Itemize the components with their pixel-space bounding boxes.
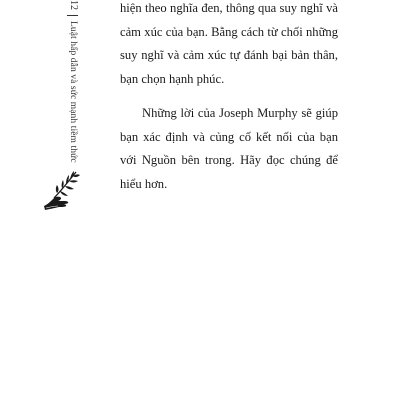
text-line: hiểu hơn. <box>120 176 168 191</box>
text-line: bạn chọn hạnh phúc. <box>120 71 225 86</box>
body-text <box>120 0 338 196</box>
text-line: với Nguồn bên trong. Hãy đọc chúng để <box>120 153 338 167</box>
running-title: Luật hấp dẫn và sức mạnh tiềm thức <box>68 21 78 163</box>
running-header <box>64 0 82 180</box>
text-line: Những lời của Joseph Murphy sẽ giúp <box>142 106 338 120</box>
text-line: suy nghĩ và cảm xúc tự đánh bại bản thân, <box>120 48 338 62</box>
paragraph-2 <box>120 102 338 196</box>
text-line: hiện theo nghĩa đen, thông qua suy nghĩ và <box>120 1 338 15</box>
page-number: 12 <box>68 0 79 10</box>
text-line: bạn xác định và củng cố kết nối của bạn <box>120 129 338 144</box>
hand-with-leaf-icon <box>40 168 84 212</box>
running-header-text <box>64 0 82 180</box>
header-divider <box>68 15 79 16</box>
paragraph-1 <box>120 0 338 91</box>
text-line: cảm xúc của bạn. Bằng cách từ chối những <box>120 24 338 39</box>
